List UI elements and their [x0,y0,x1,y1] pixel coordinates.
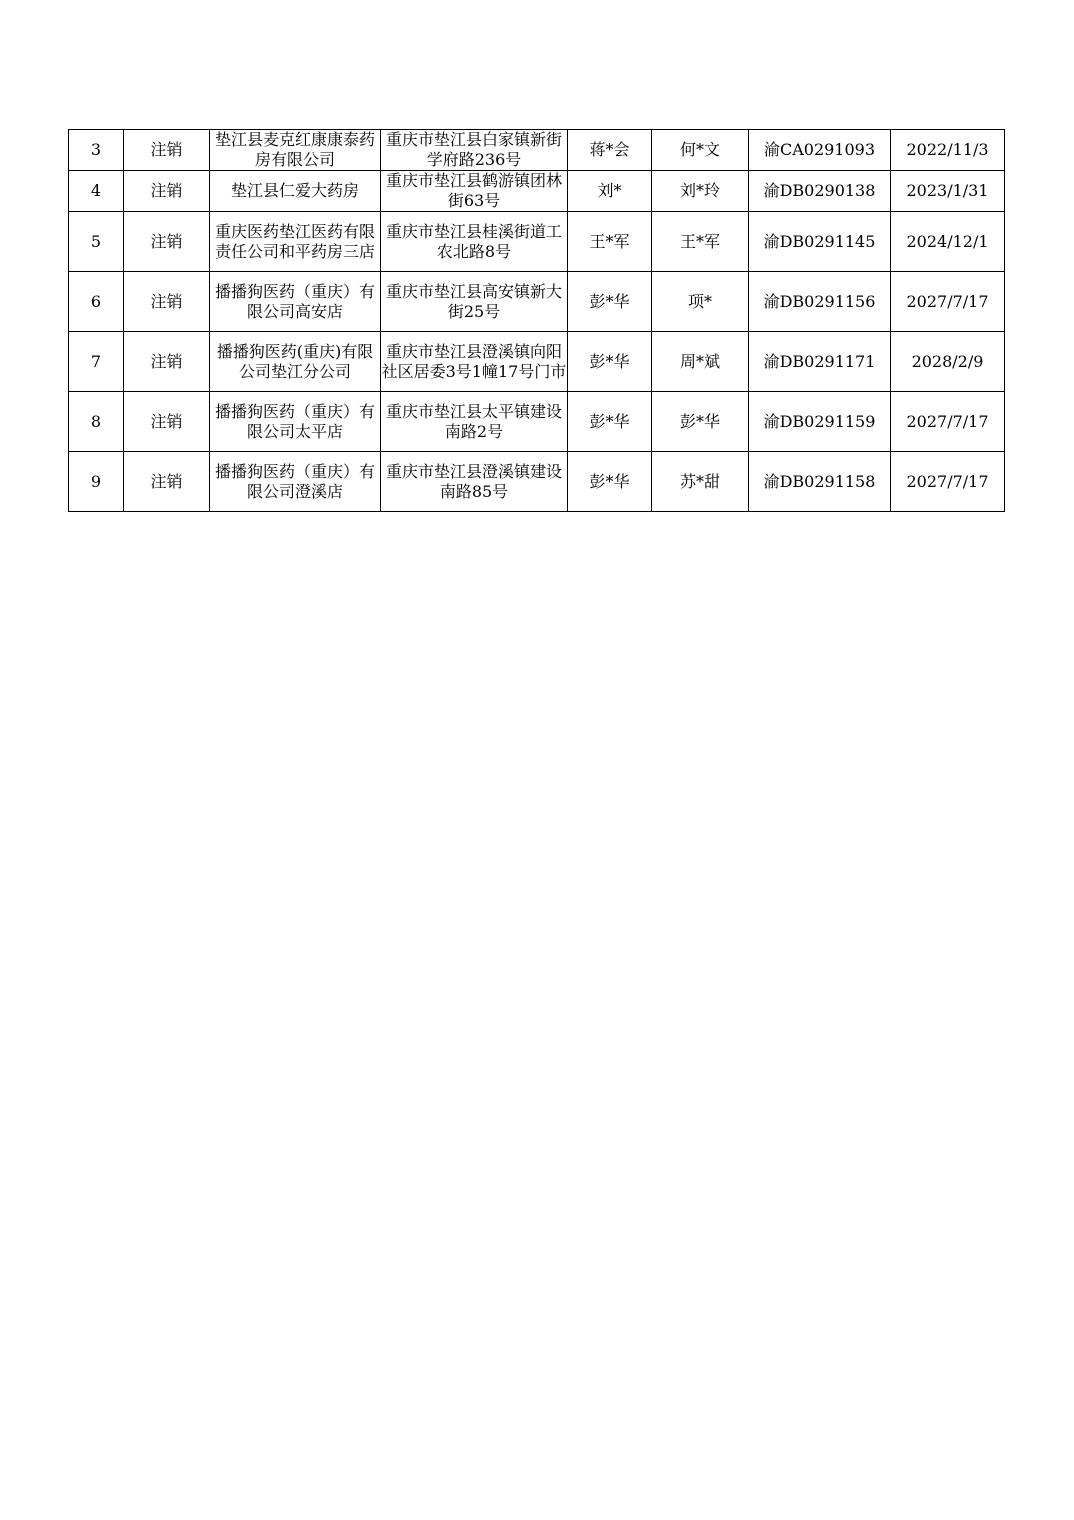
cell-no: 6 [69,272,124,332]
cell-legal: 王*军 [568,212,652,272]
table-row [69,452,1005,512]
cell-no: 5 [69,212,124,272]
cell-license: 渝DB0291158 [749,452,891,512]
table-row [69,130,1005,171]
cell-legal: 刘* [568,171,652,212]
cell-date: 2028/2/9 [891,332,1005,392]
cell-name: 播播狗医药（重庆）有限公司高安店 [210,272,381,332]
cell-name: 垫江县麦克红康康泰药房有限公司 [210,130,381,171]
cell-no: 9 [69,452,124,512]
cell-address: 重庆市垫江县白家镇新街学府路236号 [381,130,568,171]
cell-license: 渝DB0290138 [749,171,891,212]
cell-address: 重庆市垫江县高安镇新大街25号 [381,272,568,332]
cell-address: 重庆市垫江县桂溪街道工农北路8号 [381,212,568,272]
cell-manager: 彭*华 [652,392,749,452]
table-row [69,212,1005,272]
table-row [69,272,1005,332]
cell-license: 渝DB0291171 [749,332,891,392]
table-body [69,130,1005,512]
cell-status: 注销 [124,212,210,272]
table-row [69,392,1005,452]
cell-license: 渝DB0291159 [749,392,891,452]
cell-address: 重庆市垫江县澄溪镇向阳社区居委3号1幢17号门市 [381,332,568,392]
cell-no: 4 [69,171,124,212]
cell-status: 注销 [124,272,210,332]
cell-name: 播播狗医药（重庆）有限公司太平店 [210,392,381,452]
cell-status: 注销 [124,392,210,452]
cell-license: 渝CA0291093 [749,130,891,171]
cell-manager: 项* [652,272,749,332]
cell-date: 2027/7/17 [891,272,1005,332]
cell-address: 重庆市垫江县澄溪镇建设南路85号 [381,452,568,512]
cell-legal: 蒋*会 [568,130,652,171]
cell-legal: 彭*华 [568,392,652,452]
cell-manager: 王*军 [652,212,749,272]
deregistration-table [68,129,1005,512]
cell-manager: 苏*甜 [652,452,749,512]
cell-date: 2027/7/17 [891,392,1005,452]
cell-legal: 彭*华 [568,332,652,392]
cell-status: 注销 [124,130,210,171]
cell-address: 重庆市垫江县太平镇建设南路2号 [381,392,568,452]
cell-no: 8 [69,392,124,452]
cell-license: 渝DB0291156 [749,272,891,332]
cell-date: 2027/7/17 [891,452,1005,512]
cell-name: 播播狗医药（重庆）有限公司澄溪店 [210,452,381,512]
cell-legal: 彭*华 [568,272,652,332]
cell-no: 7 [69,332,124,392]
cell-manager: 周*斌 [652,332,749,392]
cell-date: 2024/12/1 [891,212,1005,272]
table-row [69,171,1005,212]
cell-name: 播播狗医药(重庆)有限公司垫江分公司 [210,332,381,392]
cell-manager: 刘*玲 [652,171,749,212]
cell-status: 注销 [124,332,210,392]
cell-legal: 彭*华 [568,452,652,512]
cell-date: 2023/1/31 [891,171,1005,212]
cell-address: 重庆市垫江县鹤游镇团林街63号 [381,171,568,212]
cell-status: 注销 [124,452,210,512]
cell-license: 渝DB0291145 [749,212,891,272]
cell-no: 3 [69,130,124,171]
cell-date: 2022/11/3 [891,130,1005,171]
table-row [69,332,1005,392]
cell-status: 注销 [124,171,210,212]
cell-name: 垫江县仁爱大药房 [210,171,381,212]
cell-manager: 何*文 [652,130,749,171]
cell-name: 重庆医药垫江医药有限责任公司和平药房三店 [210,212,381,272]
